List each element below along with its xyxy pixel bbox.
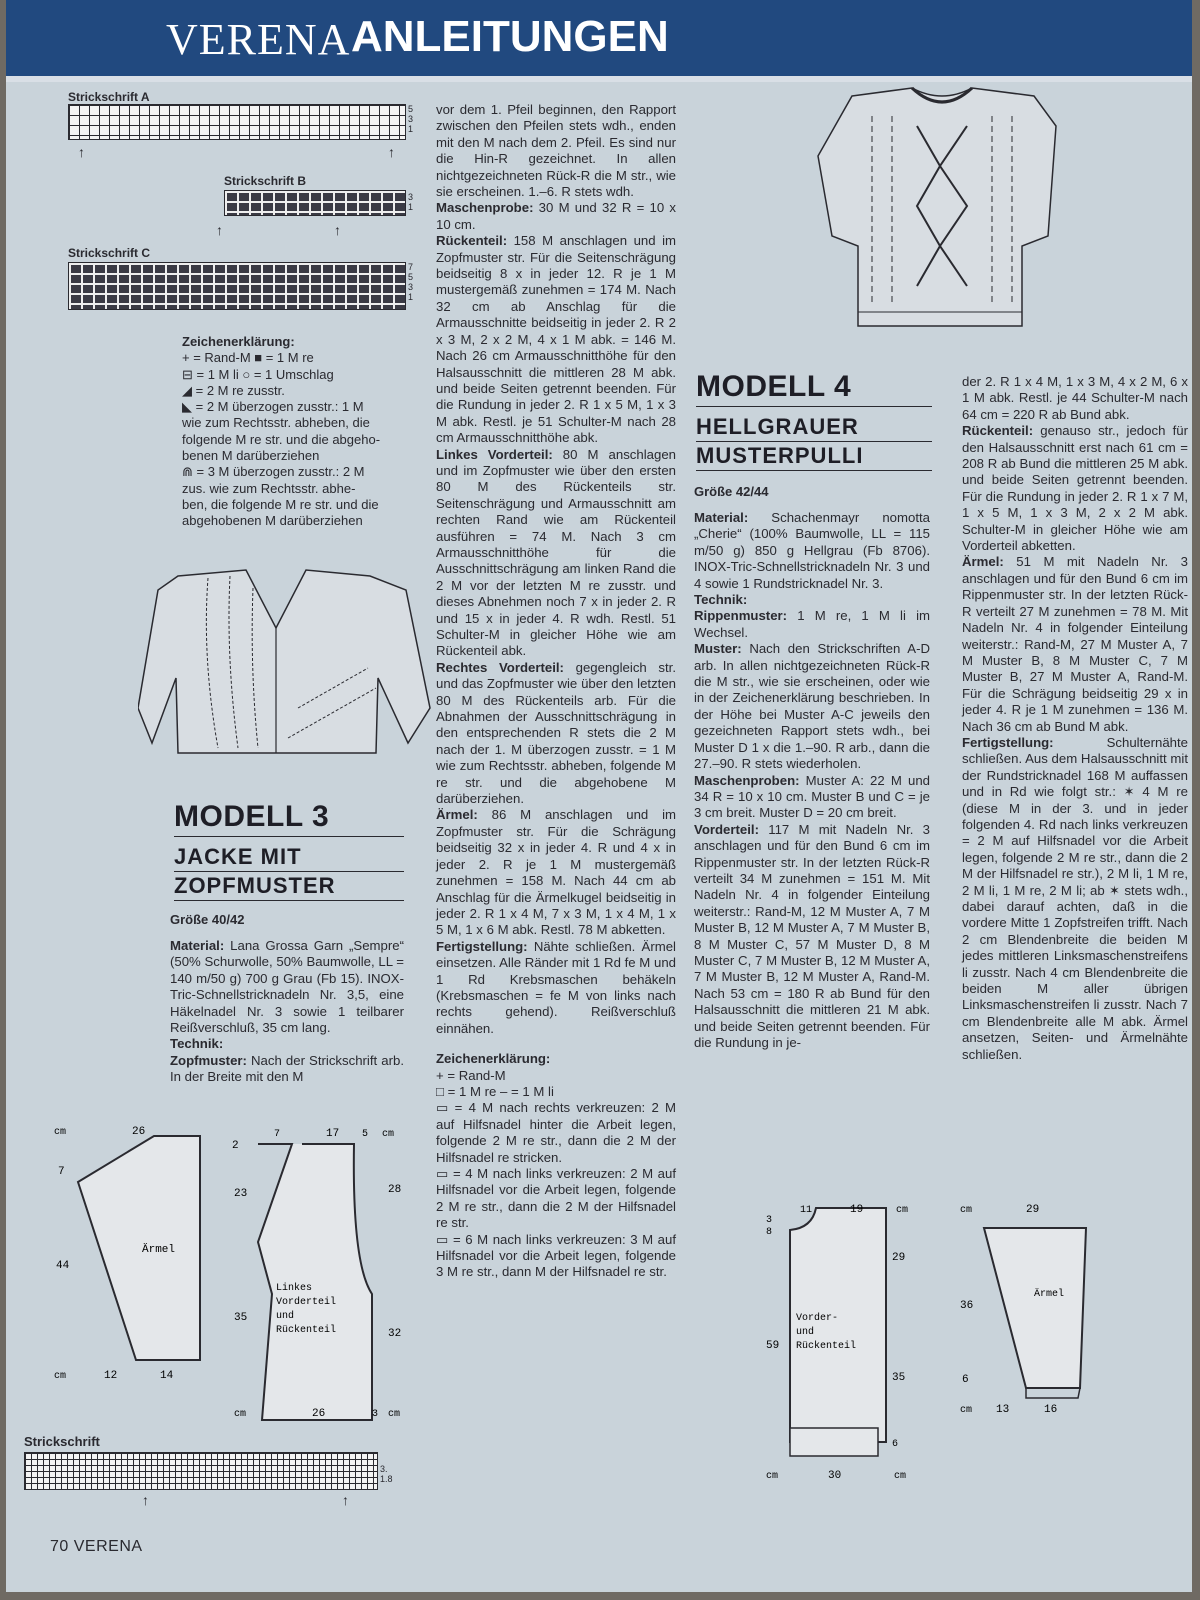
svg-text:14: 14: [160, 1370, 174, 1382]
legend-line: ben, die folgende M re str. und die: [182, 496, 379, 512]
model4-instructions-continued: der 2. R 1 x 4 M, 1 x 3 M, 4 x 2 M, 6 x 1 M abk. Restl. je 44 Schulter-M nach 64 cm = 220 R ab Bund abk. Rückenteil: genauso str., jedoch für den Halsausschnitt erst nach 61 cm = 208 R ab Bund die mittleren 25 M abk. und beide Seiten getrennt beenden. Für die Rundung in jeder 2. R 1 x 7 M, 1 x 5 M, 1 x 3 M, 2 x 2 M abk. Schulter-M in gleicher Höhe wie am Vorderteil abketten. Ärmel: 51 M mit Nadeln Nr. 3 anschlagen und für den Bund 6 cm im Rippenmuster str. In der letzten Rück-R verteilt 27 M zunehmen = 78 M. Mit Nadeln Nr. 4 in folgender Einteilung weiterstr.: Rand-M, 27 M Muster A, 7 M Muster B, 8 M Muster C, 7 M Muster B, 27 M Muster A, Rand-M. Für die Schrägung beidseitig 29 x in jeder 4. R je 1 M zunehmen = 136 M. Nach 36 cm ab Bund M abk. Fertigstellung: Schulternähte schließen. Aus dem Halsausschnitt mit der Rundstricknadel 168 M auffassen und in Rd wie folgt str.: ✶ 4 M re (diese M in der 3. und in jeder folgenden 4. Rd nach links verkreuzen = 2 M auf Hilfsnadel vor die Arbeit legen, folgende 2 M re str., dann die 2 M der Hilfsnadel re str.), 2 M li, 1 M re, 2 M li, 1 M re, 2 M li; ab ✶ stets wdh., dabei darauf achten, daß in die vordere Mitte 1 Zopfstreifen trifft. Nach 2 cm Blendenbreite die beiden M jedes mittleren Linksmaschenstreifens li zusstr. Nach 4 cm Blendenbreite die beiden M aller übrigen Linksmaschenstreifen li zusstr. Nach 7 cm Blendenbreite alle M abk. Ärmel ansetzen, Seiten- und Ärmelnähte schließen.: [962, 374, 1188, 1062]
model3-number: MODELL 3: [174, 800, 404, 837]
pullover-illustration: [812, 86, 1068, 338]
bottom-chart-label: Strickschrift: [24, 1434, 100, 1449]
legend-line: ⊟ = 1 M li ○ = 1 Umschlag: [182, 366, 334, 382]
page-number-footer: 70 VERENA: [50, 1538, 143, 1555]
sleeve-schematic-model4: [958, 1202, 1098, 1418]
svg-text:16: 16: [1044, 1404, 1058, 1416]
svg-text:26: 26: [132, 1126, 146, 1138]
arrow-up-icon: ↑: [334, 222, 341, 238]
model3-instructions: Material: Lana Grossa Garn „Sempre“ (50% Schurwolle, 50% Baumwolle, LL = 140 m/50 g) 700 g Grau (Fb 15). INOX-Tric-Schnellstricknadeln Nr. 3,5, eine Häkelnadel Nr. 3 sowie 1 teilbarer Reißverschluß, 35 cm lang. Technik: Zopfmuster: Nach der Strickschrift arb. In der Breite mit den M: [170, 938, 404, 1085]
svg-text:6: 6: [892, 1439, 899, 1450]
page-header: [6, 0, 1192, 82]
knitting-chart-c: [68, 262, 406, 310]
arrow-up-icon: ↑: [342, 1492, 349, 1508]
legend-line: folgende M re str. und die abgeho-: [182, 431, 381, 447]
svg-text:Rückenteil: Rückenteil: [796, 1341, 857, 1352]
arrow-up-icon: ↑: [388, 144, 395, 160]
svg-text:cm: cm: [960, 1405, 973, 1416]
chart-b-row-numbers: 3 1: [408, 192, 414, 212]
svg-text:28: 28: [388, 1184, 402, 1196]
svg-text:3: 3: [372, 1409, 379, 1420]
svg-text:cm: cm: [234, 1409, 247, 1420]
svg-text:30: 30: [828, 1470, 842, 1482]
svg-text:7: 7: [274, 1129, 281, 1140]
symbol-legend: [182, 334, 412, 530]
legend-heading: Zeichenerklärung:: [182, 334, 295, 349]
model3-name-line2: ZOPFMUSTER: [174, 872, 404, 901]
body-schematic-model4: [766, 1202, 926, 1486]
model3-size: Größe 40/42: [170, 912, 245, 927]
magazine-page: [6, 0, 1192, 1592]
svg-text:und: und: [276, 1311, 295, 1322]
model4-instructions: Material: Schachenmayr nomotta „Cherie“ (100% Baumwolle, LL = 115 m/50 g) 850 g Hellgrau (Fb 8706). INOX-Tric-Schnellstricknadeln Nr. 3 und 4 sowie 1 Rundstricknadel Nr. 3. Technik: Rippenmuster: 1 M re, 1 M li im Wechsel. Muster: Nach den Strickschriften A-D arb. In allen nichtgezeichneten Rück-R die M str., wie sie erscheinen, oder wie in der Zeichenerklärung beschrieben. In der Höhe bei Muster A-C jeweils den gezeichneten Rapport stets wdh., bei Muster D 1 x die 1.–90. R arb., dann die 27.–90. R stets wiederholen. Maschenproben: Muster A: 22 M und 34 R = 10 x 10 cm. Muster B und C = je 3 cm breit. Muster D = 20 cm breit. Vorderteil: 117 M mit Nadeln Nr. 3 anschlagen und für den Bund 6 cm im Rippenmuster str. In der letzten Rück-R verteilt 34 M zunehmen = 151 M. Mit Nadeln Nr. 4 in folgender Einteilung weiterstr.: Rand-M, 12 M Muster A, 7 M Muster B, 12 M Muster A, 7 M Muster B, 8 M Muster C, 57 M Muster D, 8 M Muster C, 7 M Muster B, 12 M Muster A, 7 M Muster B, 12 M Muster A, Rand-M. Nach 53 cm = 180 R ab Bund für den Halsausschnitt die mittleren 21 M abk. und beide Seiten getrennt beenden. Für die Rundung in je-: [694, 510, 930, 1050]
svg-text:5: 5: [362, 1129, 369, 1140]
svg-text:26: 26: [312, 1408, 326, 1420]
svg-text:2: 2: [232, 1140, 239, 1152]
legend-line: + = Rand-M ■ = 1 M re: [182, 350, 314, 366]
svg-text:13: 13: [996, 1404, 1010, 1416]
svg-text:cm: cm: [54, 1127, 67, 1138]
svg-text:8: 8: [766, 1227, 773, 1238]
svg-text:cm: cm: [54, 1371, 67, 1382]
svg-text:cm: cm: [766, 1471, 779, 1482]
legend-line: ◢ = 2 M re zusstr.: [182, 382, 285, 398]
svg-text:36: 36: [960, 1300, 974, 1312]
svg-text:cm: cm: [896, 1205, 909, 1216]
svg-text:cm: cm: [894, 1471, 907, 1482]
arrow-up-icon: ↑: [142, 1492, 149, 1508]
svg-text:Vorderteil: Vorderteil: [276, 1297, 337, 1308]
model4-size: Größe 42/44: [694, 484, 769, 499]
model3-heading: [174, 800, 404, 901]
svg-text:und: und: [796, 1327, 815, 1338]
svg-text:11: 11: [800, 1205, 813, 1216]
knitting-chart-b: [224, 190, 406, 216]
legend-line: wie zum Rechtsstr. abheben, die: [182, 415, 370, 431]
svg-text:Linkes: Linkes: [276, 1283, 313, 1294]
sleeve-schematic-model3: [50, 1124, 220, 1386]
svg-text:cm: cm: [388, 1409, 401, 1420]
legend-line: ◣ = 2 M überzogen zusstr.: 1 M: [182, 399, 364, 415]
svg-text:Ärmel: Ärmel: [1034, 1289, 1065, 1300]
chart-c-row-numbers: 7 5 3 1: [408, 262, 414, 302]
arrow-up-icon: ↑: [78, 144, 85, 160]
page-section-title: ANLEITUNGEN: [351, 12, 669, 61]
model4-number: MODELL 4: [696, 370, 932, 407]
svg-text:Vorder-: Vorder-: [796, 1313, 839, 1324]
svg-text:29: 29: [892, 1252, 906, 1264]
body-schematic-model3: [232, 1124, 412, 1424]
svg-text:cm: cm: [960, 1205, 973, 1216]
svg-text:19: 19: [850, 1204, 864, 1216]
svg-text:35: 35: [234, 1312, 248, 1324]
chart-b-label: Strickschrift B: [224, 174, 307, 188]
knitting-chart-a: [68, 104, 406, 140]
model4-name-line1: HELLGRAUER: [696, 413, 932, 442]
chart-c-label: Strickschrift C: [68, 246, 151, 260]
legend-line: abgehobenen M darüberziehen: [182, 513, 363, 529]
chart-a-row-numbers: 5 3 1: [408, 104, 414, 134]
svg-text:44: 44: [56, 1260, 70, 1272]
bottom-chart-row-numbers: 3. 1.8: [380, 1464, 393, 1484]
svg-text:32: 32: [388, 1328, 402, 1340]
model3-instructions-continued: vor dem 1. Pfeil beginnen, den Rapport zwischen den Pfeilen stets wdh., enden mit den M nach dem 2. Pfeil. Es sind nur die Hin-R gezeichnet. In allen nichtgezeichneten Rück-R die M str., wie sie erscheinen. 1.–6. R stets wdh. Maschenprobe: 30 M und 32 R = 10 x 10 cm. Rückenteil: 158 M anschlagen und im Zopfmuster str. Für die Seitenschrägung beidseitig 8 x in jeder 12. R je 1 M mustergemäß zunehmen = 174 M. Nach 32 cm ab Anschlag für die Armausschnitte beidseitig in jeder 2. R 2 x 3 M, 2 x 2 M, 4 x 1 M abk. = 146 M. Nach 26 cm Armausschnitthöhe für den Halsausschnitt die mittleren 28 M abk. und beide Seiten getrennt beenden. Für die Rundung in jeder 2. R 1 x 5 M, 1 x 3 M abk. Restl. je 51 Schulter-M nach 28 cm Armausschnitthöhe abk. Linkes Vorderteil: 80 M anschlagen und im Zopfmuster wie über den ersten 80 M des Rückenteils str. Seitenschrägung und Armausschnitt am rechten Rand wie am Rückenteil ausführen = 74 M. Nach 3 cm Armausschnitthöhe für die Ausschnittschrägung am linken Rand die 2 M vor der letzten M re zusstr. und dieses Abnehmen noch 7 x in jeder 2. R und 15 x in jeder 4. R wdh. Restl. 51 Schulter-M in gleicher Höhe wie am Rückenteil abk. Rechtes Vorderteil: gegengleich str. und das Zopfmuster wie über den letzten 80 M des Rückenteils arb. Für die Abnahmen der Ausschnittschrägung in den entsprechenden R stets die 2 M nach der 1. M überzogen zusstr. = 1 M wie zum Rechtsstr. abheben, folgende M re str. und die abgehobene M darüberziehen. Ärmel: 86 M anschlagen und im Zopfmuster str. Für die Schrägung beidseitig 32 x in jeder 4. R und 4 x in jeder 2. R je 1 M mustergemäß zunehmen = 158 M. Nach 44 cm ab Anschlag für die Ärmelkugel beidseitig in jeder 2. R 1 x 4 M, 7 x 3 M, 1 x 4 M, 1 x 5 M, 1 x 6 M abk. Restl. 78 M abketten. Fertigstellung: Nähte schließen. Ärmel einsetzen. Alle Ränder mit 1 Rd fe M und 1 Rd Krebsmaschen behäkeln (Krebsmaschen = fe M von links nach rechts gehend). Reißverschluß einnähen. Zeichenerklärung: + = Rand-M □ = 1 M re – = 1 M li ▭ = 4 M nach rechts verkreuzen: 2 M auf Hilfsnadel hinter die Arbeit legen, folgende 2 M re str., dann die 2 M der Hilfsnadel re stricken. ▭ = 4 M nach links verkreuzen: 2 M auf Hilfsnadel vor die Arbeit legen, folgende 2 M re str., dann die 2 M der Hilfsnadel re str. ▭ = 6 M nach links verkreuzen: 3 M auf Hilfsnadel vor die Arbeit legen, folgende 3 M re str., dann M der Hilfsnadel re str.: [436, 102, 676, 1280]
svg-text:3: 3: [766, 1215, 773, 1226]
svg-text:Rückenteil: Rückenteil: [276, 1325, 337, 1336]
model4-name-line2: MUSTERPULLI: [696, 442, 932, 471]
legend-line: zus. wie zum Rechtsstr. abhe-: [182, 480, 356, 496]
knitting-chart-cable: [24, 1452, 378, 1490]
svg-text:12: 12: [104, 1370, 118, 1382]
svg-text:cm: cm: [382, 1129, 395, 1140]
svg-text:Ärmel: Ärmel: [142, 1244, 176, 1256]
legend-line: benen M darüberziehen: [182, 448, 320, 464]
svg-text:23: 23: [234, 1188, 248, 1200]
model4-heading: [696, 370, 932, 471]
svg-text:7: 7: [58, 1166, 65, 1178]
brand-logo: VERENA: [166, 15, 351, 64]
svg-text:29: 29: [1026, 1204, 1040, 1216]
legend-line: ⋒ = 3 M überzogen zusstr.: 2 M: [182, 464, 365, 480]
model3-name-line1: JACKE MIT: [174, 843, 404, 872]
chart-a-label: Strickschrift A: [68, 90, 150, 104]
svg-text:17: 17: [326, 1128, 340, 1140]
svg-text:35: 35: [892, 1372, 906, 1384]
svg-text:6: 6: [962, 1374, 969, 1386]
svg-text:59: 59: [766, 1340, 780, 1352]
arrow-up-icon: ↑: [216, 222, 223, 238]
jacket-illustration: [138, 568, 438, 778]
